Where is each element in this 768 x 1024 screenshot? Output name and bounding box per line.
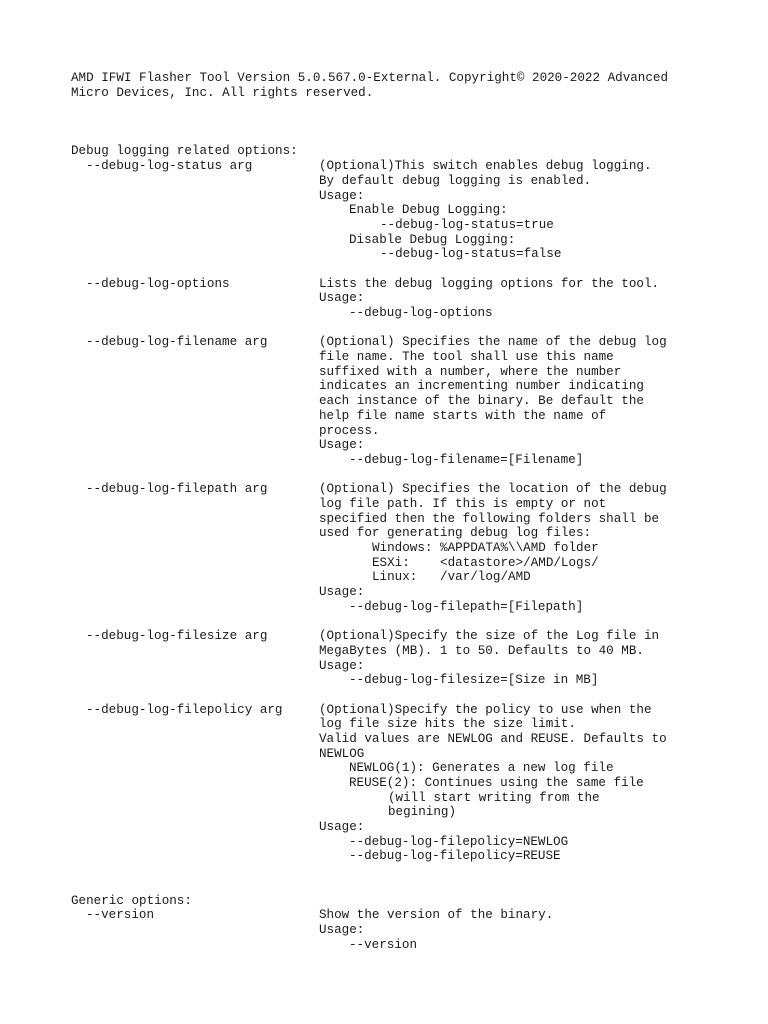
option-entry bbox=[71, 159, 731, 262]
description-line: By default debug logging is enabled. bbox=[319, 173, 592, 188]
usage-label: Usage: bbox=[319, 585, 365, 600]
description-line: process. bbox=[319, 423, 380, 438]
option-entry bbox=[71, 629, 731, 688]
path-windows: Windows: %APPDATA%\\AMD folder bbox=[372, 541, 599, 556]
description-line: (Optional)Specify the policy to use when the bbox=[319, 702, 652, 717]
usage-example: --version bbox=[349, 937, 418, 952]
usage-label: Usage: bbox=[319, 291, 365, 306]
usage-label: Usage: bbox=[319, 820, 365, 835]
description-line: log file size hits the size limit. bbox=[319, 717, 576, 732]
policy-reuse: REUSE(2): Continues using the same file bbox=[349, 776, 644, 791]
usage-example: --debug-log-status=false bbox=[380, 247, 562, 262]
usage-example: --debug-log-filepolicy=NEWLOG bbox=[349, 834, 569, 849]
description-line: help file name starts with the name of bbox=[319, 408, 607, 423]
option-name: --debug-log-filename arg bbox=[86, 335, 268, 350]
policy-newlog: NEWLOG(1): Generates a new log file bbox=[349, 761, 614, 776]
description-line: log file path. If this is empty or not bbox=[319, 496, 607, 511]
debug-section-title: Debug logging related options: bbox=[71, 144, 298, 159]
description-line: specified then the following folders shall be bbox=[319, 511, 660, 526]
description-line: used for generating debug log files: bbox=[319, 526, 592, 541]
description-line: Show the version of the binary. bbox=[319, 908, 554, 923]
option-entry bbox=[71, 335, 731, 467]
generic-section-title: Generic options: bbox=[71, 893, 192, 908]
description-line: MegaBytes (MB). 1 to 50. Defaults to 40 MB. bbox=[319, 643, 644, 658]
description-line: each instance of the binary. Be default the bbox=[319, 394, 644, 409]
description-line: (Optional)This switch enables debug logging. bbox=[319, 159, 652, 174]
option-description bbox=[319, 277, 731, 321]
option-name: --debug-log-status arg bbox=[86, 159, 253, 174]
usage-example: --debug-log-status=true bbox=[380, 217, 554, 232]
usage-label: Usage: bbox=[319, 188, 365, 203]
option-name: --debug-log-filesize arg bbox=[86, 629, 268, 644]
option-entry bbox=[71, 482, 731, 614]
usage-example: --debug-log-filepolicy=REUSE bbox=[349, 849, 561, 864]
option-description bbox=[319, 159, 731, 262]
description-line: indicates an incrementing number indicating bbox=[319, 379, 644, 394]
option-name: --version bbox=[86, 908, 155, 923]
header-line-1: AMD IFWI Flasher Tool Version 5.0.567.0-External. Copyright© 2020-2022 Advanced bbox=[71, 71, 669, 85]
usage-label: Usage: bbox=[319, 922, 365, 937]
path-esxi: ESXi: <datastore>/AMD/Logs/ bbox=[372, 555, 599, 570]
option-entry bbox=[71, 908, 731, 952]
option-description bbox=[319, 629, 731, 688]
usage-example: --debug-log-options bbox=[349, 306, 493, 321]
option-description bbox=[319, 482, 731, 614]
description-line: Disable Debug Logging: bbox=[349, 232, 516, 247]
option-name: --debug-log-filepath arg bbox=[86, 482, 268, 497]
usage-label: Usage: bbox=[319, 658, 365, 673]
description-line: (will start writing from the bbox=[388, 790, 600, 805]
usage-example: --debug-log-filesize=[Size in MB] bbox=[349, 673, 599, 688]
usage-label: Usage: bbox=[319, 438, 365, 453]
option-name: --debug-log-options bbox=[86, 276, 230, 291]
header-line-2: Micro Devices, Inc. All rights reserved. bbox=[71, 85, 374, 100]
option-description bbox=[319, 908, 731, 952]
path-linux: Linux: /var/log/AMD bbox=[372, 570, 531, 585]
usage-example: --debug-log-filepath=[Filepath] bbox=[349, 599, 584, 614]
description-line: begining) bbox=[388, 805, 457, 820]
description-line: (Optional) Specifies the location of the debug bbox=[319, 482, 667, 497]
description-line: file name. The tool shall use this name bbox=[319, 350, 614, 365]
help-document bbox=[71, 71, 731, 952]
description-line: (Optional) Specifies the name of the debug log bbox=[319, 335, 667, 350]
description-line: Lists the debug logging options for the tool. bbox=[319, 276, 660, 291]
option-entry bbox=[71, 703, 731, 865]
description-line: Enable Debug Logging: bbox=[349, 203, 508, 218]
usage-example: --debug-log-filename=[Filename] bbox=[349, 452, 584, 467]
description-line: suffixed with a number, where the number bbox=[319, 364, 622, 379]
option-description bbox=[319, 335, 731, 467]
description-line: Valid values are NEWLOG and REUSE. Defaults to bbox=[319, 731, 667, 746]
description-line: NEWLOG bbox=[319, 746, 365, 761]
description-line: (Optional)Specify the size of the Log file in bbox=[319, 629, 660, 644]
option-name: --debug-log-filepolicy arg bbox=[86, 702, 283, 717]
option-entry bbox=[71, 277, 731, 321]
option-description bbox=[319, 703, 731, 865]
